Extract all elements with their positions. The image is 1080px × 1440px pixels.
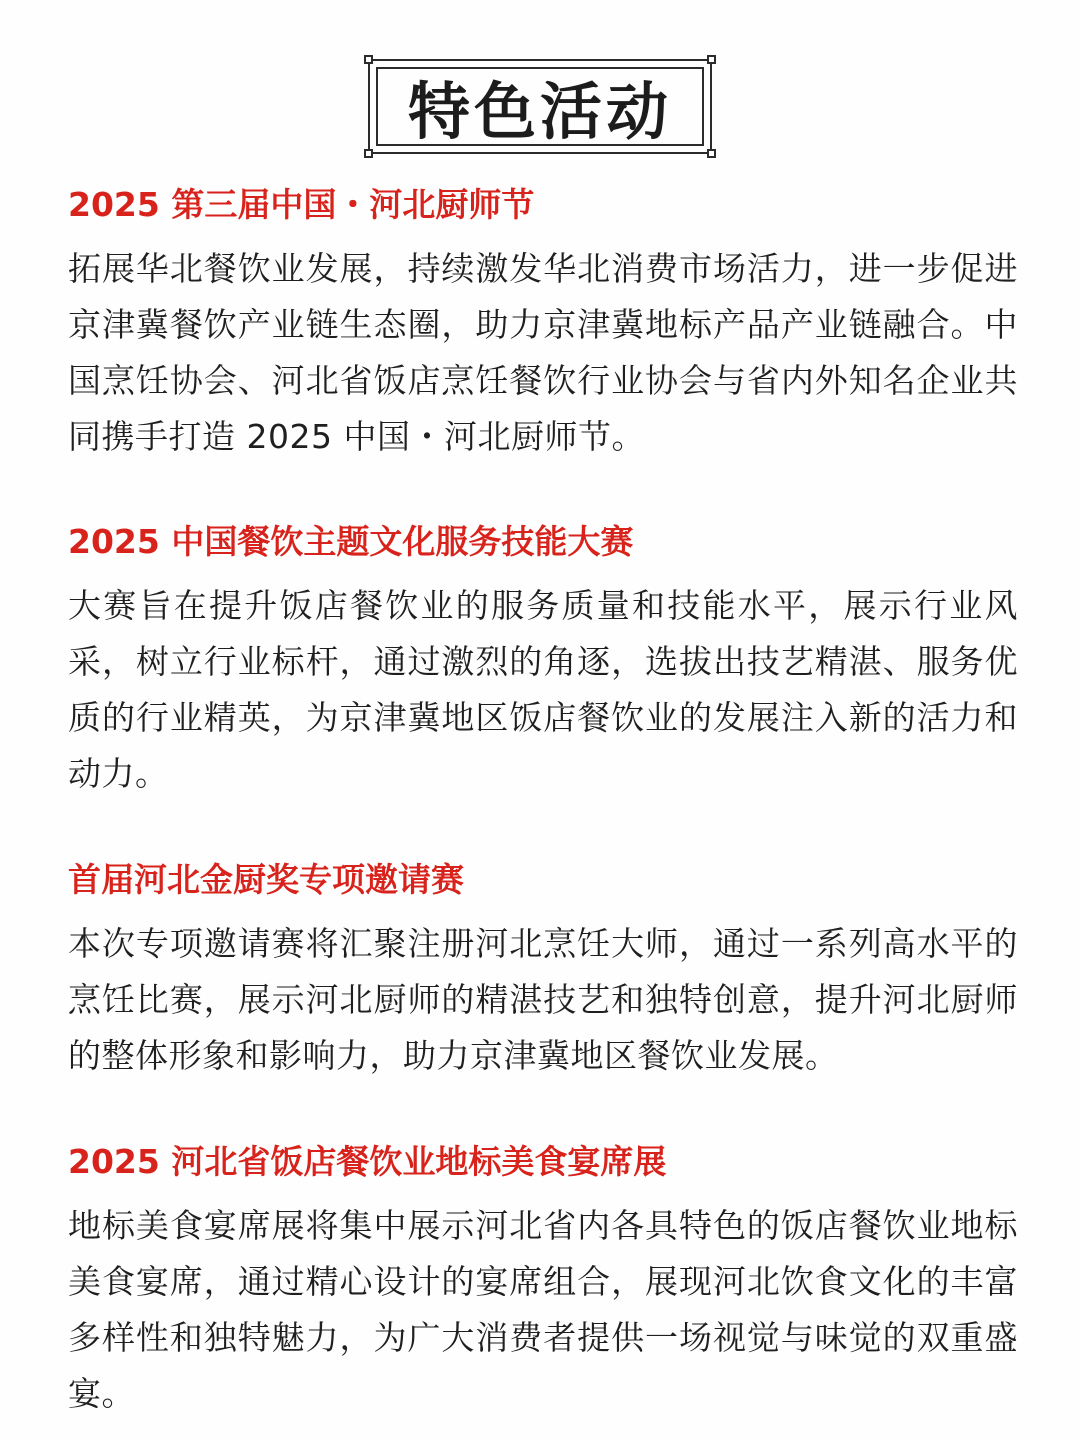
activity-section-service-skills-contest — [68, 522, 1018, 802]
section-title: 2025 河北省饭店餐饮业地标美食宴席展 — [68, 1142, 667, 1181]
section-body: 本次专项邀请赛将汇聚注册河北烹饪大师，通过一系列高水平的烹饪比赛，展示河北厨师的精湛技艺和独特创意，提升河北厨师的整体形象和影响力，助力京津冀地区餐饮业发展。 — [68, 924, 1018, 1075]
section-title: 首届河北金厨奖专项邀请赛 — [68, 860, 464, 899]
title-frame — [368, 59, 712, 154]
activity-section-golden-chef-invitational — [68, 860, 1018, 1084]
section-body: 大赛旨在提升饭店餐饮业的服务质量和技能水平，展示行业风采，树立行业标杆，通过激烈的角逐，选拔出技艺精湛、服务优质的行业精英，为京津冀地区饭店餐饮业的发展注入新的活力和动力。 — [68, 586, 1018, 793]
activity-section-chef-festival — [68, 185, 1018, 465]
page-title: 特色活动 — [407, 75, 672, 148]
section-body: 地标美食宴席展将集中展示河北省内各具特色的饭店餐饮业地标美食宴席，通过精心设计的宴席组合，展现河北饮食文化的丰富多样性和独特魅力，为广大消费者提供一场视觉与味觉的双重盛宴。 — [68, 1206, 1018, 1413]
section-title: 2025 中国餐饮主题文化服务技能大赛 — [68, 522, 634, 561]
section-body: 拓展华北餐饮业发展，持续激发华北消费市场活力，进一步促进京津冀餐饮产业链生态圈，助力京津冀地标产品产业链融合。中国烹饪协会、河北省饭店烹饪餐饮行业协会与省内外知名企业共同携手打造 2025 中国・河北厨师节。 — [68, 249, 1018, 456]
section-title: 2025 第三届中国・河北厨师节 — [68, 185, 535, 224]
activity-section-landmark-banquet-exhibition — [68, 1142, 1018, 1422]
